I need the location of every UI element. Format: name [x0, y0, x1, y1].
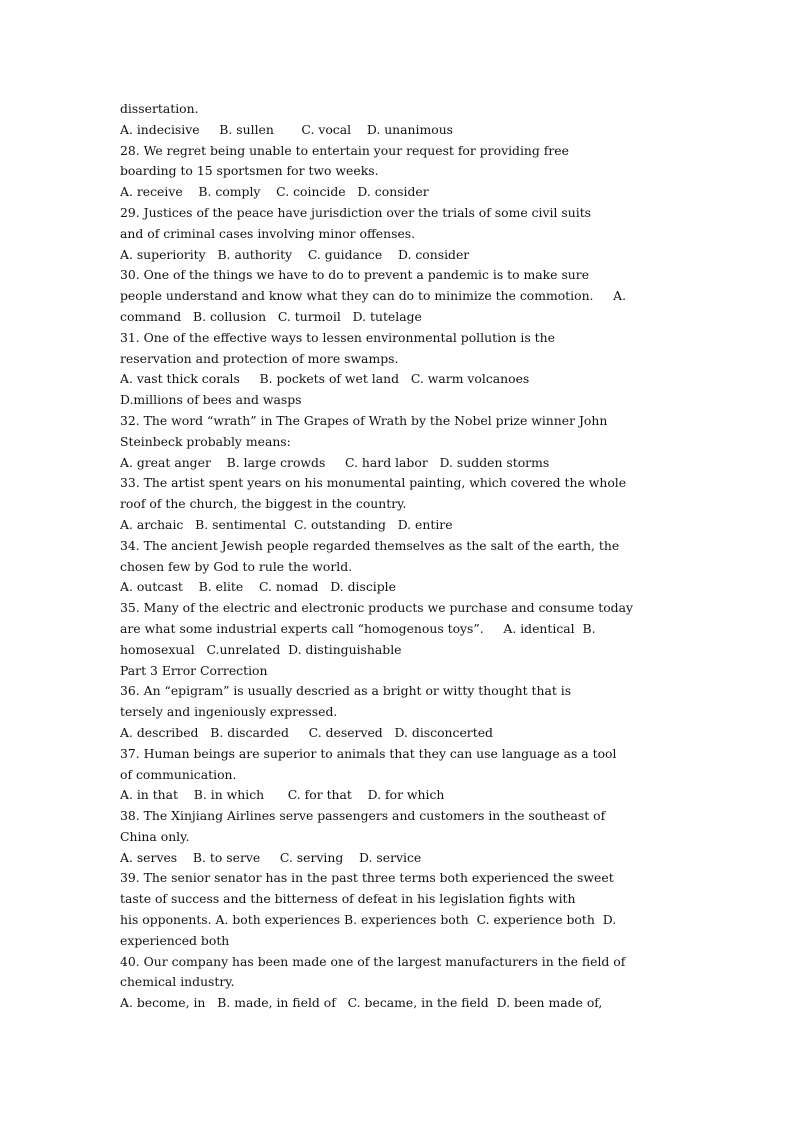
text-line: are what some industrial experts call “homogenous toys”. A. identical B.	[120, 620, 596, 636]
answer-options: A. serves B. to serve C. serving D. service	[120, 849, 422, 865]
question-39: 39. The senior senator has in the past three terms both experienced the sweet	[120, 870, 614, 886]
answer-options: experienced both	[120, 932, 230, 948]
answer-options: command B. collusion C. turmoil D. tutelage	[120, 308, 422, 324]
question-32: 32. The word “wrath” in The Grapes of Wrath by the Nobel prize winner John	[120, 412, 608, 428]
text-line: taste of success and the bitterness of defeat in his legislation fights with	[120, 891, 576, 907]
question-36: 36. An “epigram” is usually descried as a bright or witty thought that is	[120, 683, 572, 699]
text-line: of communication.	[120, 766, 237, 782]
question-28: 28. We regret being unable to entertain your request for providing free	[120, 142, 569, 158]
answer-options: A. archaic B. sentimental C. outstanding D. entire	[120, 516, 453, 532]
text-line: boarding to 15 sportsmen for two weeks.	[120, 163, 379, 179]
question-35: 35. Many of the electric and electronic products we purchase and consume today	[120, 600, 633, 616]
text-line: China only.	[120, 828, 190, 844]
document-page	[120, 99, 690, 1014]
section-heading: Part 3 Error Correction	[120, 662, 268, 678]
answer-options: A. indecisive B. sullen C. vocal D. unanimous	[120, 121, 454, 137]
answer-options: A. vast thick corals B. pockets of wet land C. warm volcanoes	[120, 371, 530, 387]
question-31: 31. One of the effective ways to lessen environmental pollution is the	[120, 329, 555, 345]
question-34: 34. The ancient Jewish people regarded themselves as the salt of the earth, the	[120, 537, 620, 553]
answer-options: A. superiority B. authority C. guidance D. consider	[120, 246, 470, 262]
answer-options: homosexual C.unrelated D. distinguishable	[120, 641, 402, 657]
answer-options: A. receive B. comply C. coincide D. consider	[120, 184, 429, 200]
text-line: tersely and ingeniously expressed.	[120, 704, 338, 720]
question-40: 40. Our company has been made one of the largest manufacturers in the field of	[120, 953, 626, 969]
text-line: his opponents. A. both experiences B. experiences both C. experience both D.	[120, 912, 617, 928]
text-line: people understand and know what they can do to minimize the commotion. A.	[120, 288, 627, 304]
answer-options: A. become, in B. made, in field of C. became, in the field D. been made of,	[120, 995, 603, 1011]
question-37: 37. Human beings are superior to animals that they can use language as a tool	[120, 745, 617, 761]
answer-options: A. great anger B. large crowds C. hard labor D. sudden storms	[120, 454, 550, 470]
answer-options: A. in that B. in which C. for that D. for which	[120, 787, 445, 803]
text-line: Steinbeck probably means:	[120, 433, 291, 449]
answer-options: D.millions of bees and wasps	[120, 392, 302, 408]
text-line: and of criminal cases involving minor offenses.	[120, 225, 416, 241]
answer-options: A. outcast B. elite C. nomad D. disciple	[120, 579, 396, 595]
question-29: 29. Justices of the peace have jurisdiction over the trials of some civil suits	[120, 204, 592, 220]
text-line: dissertation.	[120, 101, 199, 116]
question-38: 38. The Xinjiang Airlines serve passengers and customers in the southeast of	[120, 808, 606, 824]
text-line: reservation and protection of more swamps.	[120, 350, 399, 366]
text-line: chemical industry.	[120, 974, 235, 990]
answer-options: A. described B. discarded C. deserved D. disconcerted	[120, 724, 493, 740]
question-30: 30. One of the things we have to do to prevent a pandemic is to make sure	[120, 267, 590, 283]
text-line: chosen few by God to rule the world.	[120, 558, 353, 574]
text-line: roof of the church, the biggest in the country.	[120, 496, 407, 512]
question-33: 33. The artist spent years on his monumental painting, which covered the whole	[120, 475, 627, 491]
